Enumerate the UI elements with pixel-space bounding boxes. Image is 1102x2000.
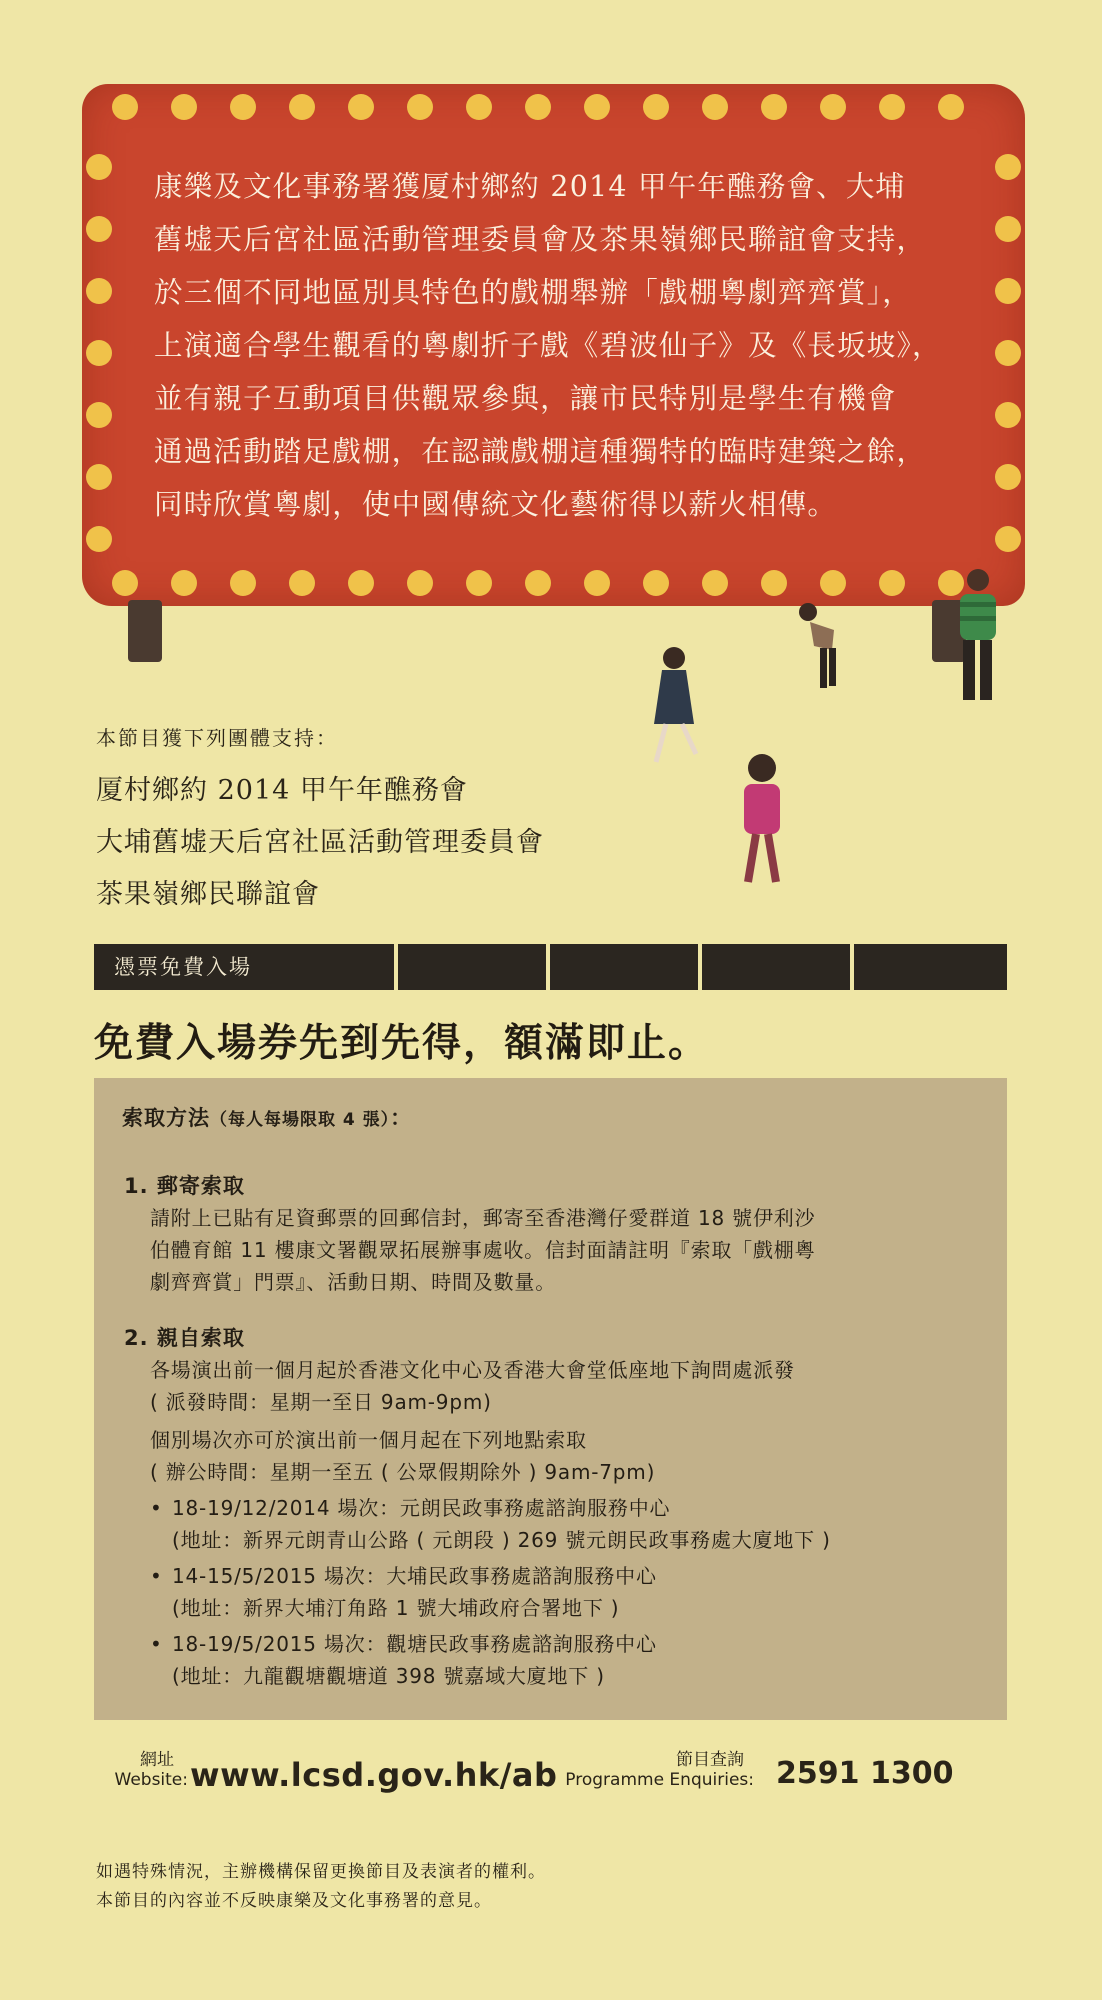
section-inperson-line: ( 派發時間：星期一至日 9am-9pm) <box>150 1390 492 1414</box>
girl-running-illustration <box>646 644 706 769</box>
banner-line: 同時欣賞粵劇，使中國傳統文化藝術得以薪火相傳。 <box>154 488 838 521</box>
banner-line: 舊墟天后宮社區活動管理委員會及茶果嶺鄉民聯誼會支持， <box>154 223 927 256</box>
info-heading-text: 索取方法 <box>122 1106 210 1130</box>
banner-line: 並有親子互動項目供觀眾參與，讓市民特別是學生有機會 <box>154 382 897 415</box>
section-inperson-line: ( 辦公時間：星期一至五 ( 公眾假期除外 ) 9am-7pm) <box>150 1460 656 1484</box>
venue-text: 18-19/12/2014 場次：元朗民政事務處諮詢服務中心 <box>172 1496 671 1520</box>
venue-text: 14-15/5/2015 場次：大埔民政事務處諮詢服務中心 <box>172 1564 657 1588</box>
venue-address: (地址：新界大埔汀角路 1 號大埔政府合署地下 ) <box>172 1596 620 1620</box>
banner-light-dot <box>702 570 728 596</box>
banner-light-dot <box>525 570 551 596</box>
sponsor-item: 厦村鄉約 2014 甲午年醮務會 <box>96 775 468 806</box>
sponsor-item: 茶果嶺鄉民聯誼會 <box>96 879 320 910</box>
info-heading <box>122 1102 412 1132</box>
section-inperson-line: 個別場次亦可於演出前一個月起在下列地點索取 <box>150 1428 587 1452</box>
enquiries-phone[interactable]: 2591 1300 <box>776 1756 954 1791</box>
admission-label: 憑票免費入場 <box>94 944 394 990</box>
admission-bar <box>94 944 1007 990</box>
banner-line: 上演適合學生觀看的粵劇折子戲《碧波仙子》及《長坂坡》， <box>154 329 942 362</box>
venue-address: (地址：九龍觀塘觀塘道 398 號嘉域大廈地下 ) <box>172 1664 605 1688</box>
banner-light-dot <box>761 94 787 120</box>
bar-segment <box>854 944 1007 990</box>
banner-light-dot <box>171 570 197 596</box>
bullet-icon: • <box>150 1496 163 1520</box>
person-standing-illustration <box>950 566 1010 716</box>
disclaimer-line: 本節目的內容並不反映康樂及文化事務署的意見。 <box>96 1891 492 1911</box>
section-mail-line: 請附上已貼有足資郵票的回郵信封，郵寄至香港灣仔愛群道 18 號伊利沙 <box>150 1206 816 1230</box>
banner-light-dot <box>289 570 315 596</box>
enquiries-label-en: Programme Enquiries: <box>565 1770 754 1790</box>
section-inperson-line: 各場演出前一個月起於香港文化中心及香港大會堂低座地下詢問處派發 <box>150 1358 795 1382</box>
banner-light-dot <box>86 402 112 428</box>
banner-light-dot <box>112 570 138 596</box>
banner-light-dot <box>171 94 197 120</box>
banner-light-dot <box>584 94 610 120</box>
banner-light-dot <box>879 570 905 596</box>
banner-light-dot <box>995 340 1021 366</box>
banner-light-dot <box>702 94 728 120</box>
section-mail-line: 劇齊齊賞」門票』、活動日期、時間及數量。 <box>150 1270 556 1294</box>
banner-light-dot <box>86 526 112 552</box>
banner-light-dot <box>348 570 374 596</box>
disclaimer <box>96 1858 546 1916</box>
free-admission-headline: 免費入場券先到先得，額滿即止。 <box>94 1020 710 1066</box>
banner-light-dot <box>879 94 905 120</box>
banner-light-dot <box>230 94 256 120</box>
venue-text: 18-19/5/2015 場次：觀塘民政事務處諮詢服務中心 <box>172 1632 657 1656</box>
sponsor-list <box>96 765 544 921</box>
banner-light-dot <box>86 278 112 304</box>
banner-light-dot <box>761 570 787 596</box>
enquiries-label <box>548 1750 754 1790</box>
banner-line: 康樂及文化事務署獲厦村鄉約 2014 甲午年醮務會、大埔 <box>154 170 906 203</box>
venue-item <box>150 1628 831 1660</box>
banner-light-dot <box>112 94 138 120</box>
banner-light-dot <box>584 570 610 596</box>
section-mail-line: 伯體育館 11 樓康文署觀眾拓展辦事處收。信封面請註明『索取「戲棚粵 <box>150 1238 816 1262</box>
info-heading-suffix: ： <box>390 1106 413 1130</box>
bar-segment <box>702 944 850 990</box>
banner-light-dot <box>820 94 846 120</box>
banner-light-dot <box>643 570 669 596</box>
banner-light-dot <box>995 154 1021 180</box>
banner-light-dot <box>820 570 846 596</box>
banner-text <box>154 160 974 531</box>
banner-light-dot <box>407 570 433 596</box>
enquiries-label-zh: 節目查詢 <box>676 1750 744 1770</box>
banner-light-dot <box>86 464 112 490</box>
sponsor-item: 大埔舊墟天后宮社區活動管理委員會 <box>96 827 544 858</box>
bullet-icon: • <box>150 1632 163 1656</box>
banner-light-dot <box>938 94 964 120</box>
disclaimer-line: 如遇特殊情況，主辦機構保留更換節目及表演者的權利。 <box>96 1862 546 1882</box>
banner-light-dot <box>995 464 1021 490</box>
child-bending-illustration <box>796 600 846 695</box>
banner-light-dot <box>466 570 492 596</box>
sponsor-heading: 本節目獲下列團體支持： <box>96 726 338 750</box>
website-label-en: Website: <box>114 1770 188 1790</box>
bullet-icon: • <box>150 1564 163 1588</box>
banner-light-dot <box>995 216 1021 242</box>
section-mail-title: 1. 郵寄索取 <box>124 1174 245 1198</box>
banner-light-dot <box>230 570 256 596</box>
banner-line: 通過活動踏足戲棚，在認識戲棚這種獨特的臨時建築之餘， <box>154 435 927 468</box>
venue-address: (地址：新界元朗青山公路 ( 元朗段 ) 269 號元朗民政事務處大廈地下 ) <box>172 1528 831 1552</box>
banner-light-dot <box>348 94 374 120</box>
venue-list <box>150 1492 831 1692</box>
bar-segment <box>550 944 698 990</box>
banner-light-dot <box>86 216 112 242</box>
banner-left-leg <box>128 600 162 662</box>
info-heading-note: （每人每場限取 4 張） <box>210 1110 391 1130</box>
ticket-info-box <box>94 1078 1007 1720</box>
banner-light-dot <box>86 154 112 180</box>
website-label <box>96 1750 188 1790</box>
website-link[interactable]: www.lcsd.gov.hk/ab <box>190 1756 558 1794</box>
banner-line: 於三個不同地區別具特色的戲棚舉辦「戲棚粵劇齊齊賞」， <box>154 276 912 309</box>
banner-light-dot <box>995 278 1021 304</box>
banner-light-dot <box>86 340 112 366</box>
bar-segment <box>398 944 546 990</box>
red-banner <box>82 84 1025 606</box>
website-label-zh: 網址 <box>140 1750 174 1770</box>
section-inperson-title: 2. 親自索取 <box>124 1326 245 1350</box>
banner-light-dot <box>995 526 1021 552</box>
venue-item <box>150 1492 831 1524</box>
banner-light-dot <box>995 402 1021 428</box>
person-walking-illustration <box>732 750 792 890</box>
banner-light-dot <box>466 94 492 120</box>
section-mail-body <box>150 1202 815 1298</box>
banner-light-dot <box>407 94 433 120</box>
venue-item <box>150 1560 831 1592</box>
banner-light-dot <box>525 94 551 120</box>
section-inperson-body <box>150 1354 831 1692</box>
banner-light-dot <box>289 94 315 120</box>
banner-light-dot <box>643 94 669 120</box>
